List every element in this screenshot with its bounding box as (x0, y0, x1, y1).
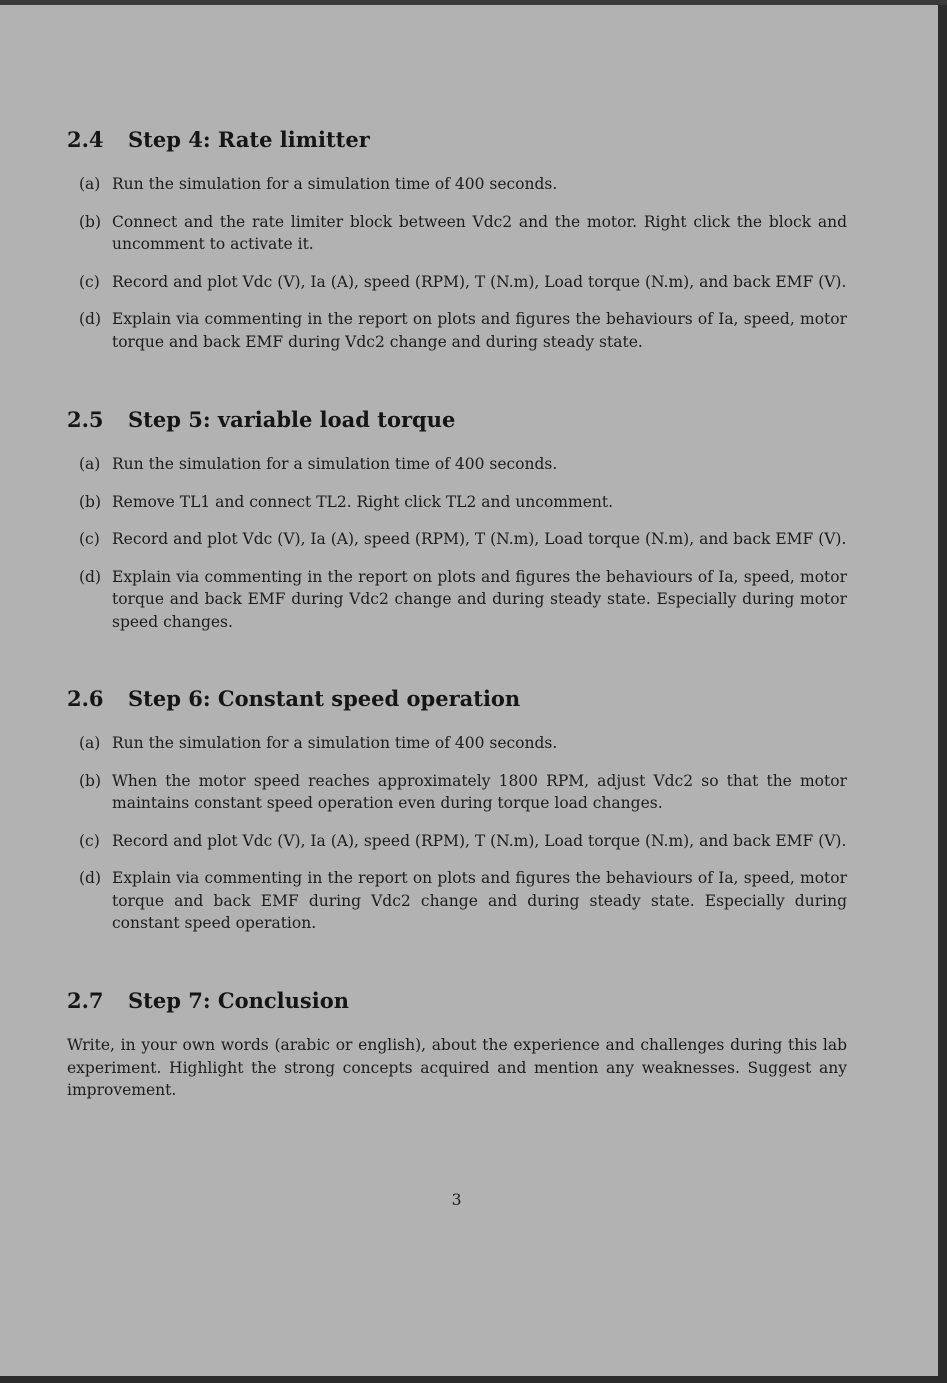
list-item (67, 453, 847, 476)
list-item (67, 867, 847, 935)
item-text: Record and plot Vdc (V), Ia (A), speed (RPM), T (N.m), Load torque (N.m), and back EMF (V). (112, 530, 847, 548)
item-text: Remove TL1 and connect TL2. Right click TL2 and uncomment. (112, 492, 614, 511)
section-2-7 (67, 988, 847, 1102)
item-text: Record and plot Vdc (V), Ia (A), speed (RPM), T (N.m), Load torque (N.m), and back EMF (V). (112, 272, 847, 291)
item-text: Run the simulation for a simulation time of 400 seconds. (112, 734, 558, 752)
item-text: Run the simulation for a simulation time of 400 seconds. (112, 455, 558, 473)
section-title: Step 5: variable load torque (128, 407, 456, 432)
item-marker: (c) (79, 831, 100, 850)
list-item (67, 173, 847, 196)
section-2-6 (67, 686, 847, 935)
item-text: Explain via commenting in the report on plots and figures the behaviours of Ia, speed, motor torque and back EMF during Vdc2 change and during steady state. Especially during constant speed operation. (112, 869, 847, 932)
section-number: 2.7 (67, 988, 104, 1013)
section-title: Step 4: Rate limitter (128, 127, 370, 152)
section-title: Step 7: Conclusion (128, 988, 349, 1013)
section-number: 2.4 (67, 127, 104, 152)
step-list (67, 173, 847, 353)
list-item (67, 830, 847, 853)
section-title: Step 6: Constant speed operation (128, 686, 521, 711)
page-number: 3 (451, 1191, 462, 1209)
item-marker: (a) (79, 455, 101, 473)
section-heading (67, 686, 847, 712)
item-text: When the motor speed reaches approximately 1800 RPM, adjust Vdc2 so that the motor maintains constant speed operation even during torque load changes. (112, 771, 847, 812)
section-number: 2.6 (67, 686, 104, 711)
item-marker: (b) (79, 212, 102, 231)
list-item (67, 271, 847, 294)
item-text: Explain via commenting in the report on plots and figures the behaviours of Ia, speed, motor torque and back EMF during Vdc2 change and during steady state. Especially during motor speed changes. (112, 567, 847, 631)
item-marker: (a) (79, 734, 101, 752)
item-marker: (b) (79, 771, 102, 790)
item-marker: (d) (79, 869, 102, 887)
item-text: Connect and the rate limiter block between Vdc2 and the motor. Right click the block and uncomment to activate it. (112, 212, 847, 253)
item-marker: (b) (79, 492, 102, 511)
section-2-4 (67, 127, 847, 353)
item-text: Record and plot Vdc (V), Ia (A), speed (RPM), T (N.m), Load torque (N.m), and back EMF (V). (112, 831, 847, 850)
list-item (67, 308, 847, 353)
list-item (67, 211, 847, 256)
list-item (67, 528, 847, 551)
section-2-5 (67, 407, 847, 633)
section-number: 2.5 (67, 407, 104, 432)
item-text: Run the simulation for a simulation time of 400 seconds. (112, 175, 558, 193)
section-heading (67, 407, 847, 433)
document-page (0, 5, 938, 1376)
section-heading (67, 988, 847, 1014)
item-marker: (a) (79, 175, 101, 193)
page-shadow (0, 1376, 947, 1383)
page-shadow (938, 5, 947, 1383)
section-heading (67, 127, 847, 153)
item-marker: (c) (79, 272, 100, 291)
item-marker: (d) (79, 567, 102, 586)
list-item (67, 566, 847, 634)
step-list (67, 453, 847, 633)
conclusion-paragraph: Write, in your own words (arabic or english), about the experience and challenges during this lab experiment. Highlight the strong concepts acquired and mention any weaknesses. Suggest any improvement. (67, 1036, 847, 1099)
list-item (67, 770, 847, 815)
item-text: Explain via commenting in the report on plots and figures the behaviours of Ia, speed, motor torque and back EMF during Vdc2 change and during steady state. (112, 310, 847, 351)
step-list (67, 732, 847, 935)
list-item (67, 491, 847, 514)
item-marker: (c) (79, 530, 100, 548)
list-item (67, 732, 847, 755)
item-marker: (d) (79, 310, 102, 328)
